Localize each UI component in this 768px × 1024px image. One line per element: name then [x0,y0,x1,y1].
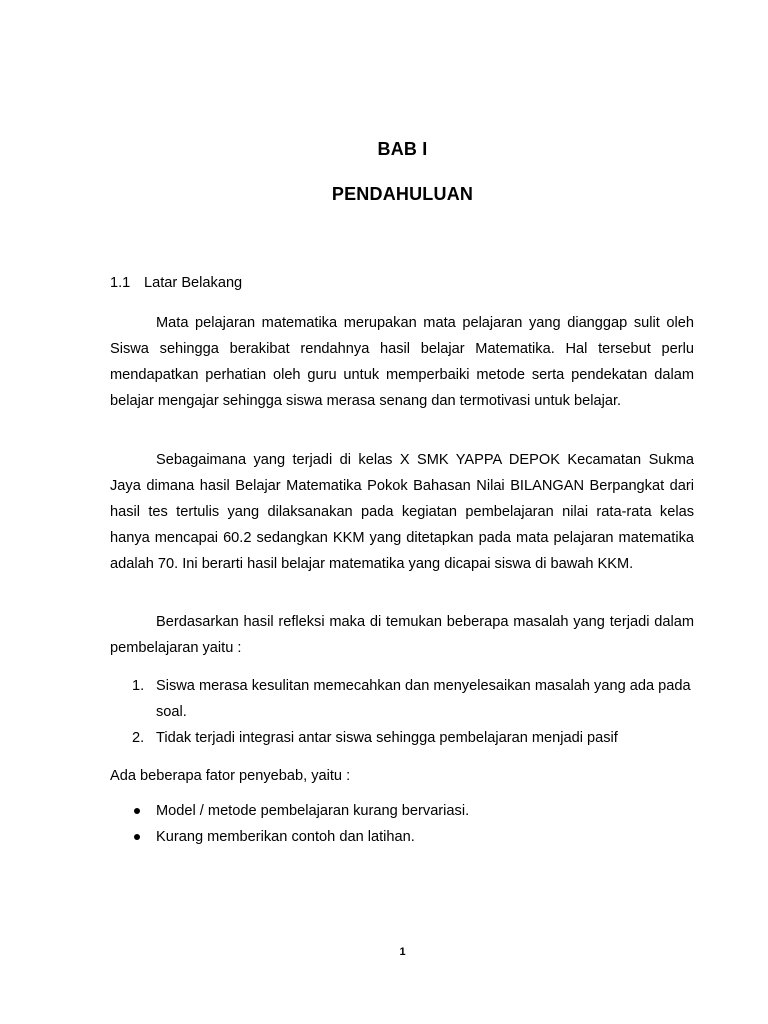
list-item [110,673,694,725]
paragraph-3: Berdasarkan hasil refleksi maka di temukan beberapa masalah yang terjadi dalam pembelajaran yaitu : [110,614,694,656]
section-number: 1.1 [110,275,131,291]
section-title: Latar Belakang [144,275,243,291]
list-number: 2. [132,730,145,746]
list-item [110,725,694,751]
section-heading [110,275,242,291]
paragraph-2: Sebagaimana yang terjadi di kelas X SMK YAPPA DEPOK Kecamatan Sukma Jaya dimana hasil Belajar Matematika Pokok Bahasan Nilai BILANGAN Berpangkat dari hasil tes tertulis yang dilaksanakan pada kegiatan pembelajaran nilai rata-rata kelas hanya mencapai 60.2 sedangkan KKM yang ditetapkan pada mata pelajaran matematika adalah 70. Ini berarti hasil belajar matematika yang dicapai siswa di bawah KKM. [110,452,694,572]
page-number: 1 [399,946,406,958]
list-item [110,798,694,824]
paragraph-1: Mata pelajaran matematika merupakan mata pelajaran yang dianggap sulit oleh Siswa sehingga berakibat rendahnya hasil belajar Matematika. Hal tersebut perlu mendapatkan perhatian oleh guru untuk memperbaiki metode serta pendekatan dalam belajar mengajar sehingga siswa merasa senang dan termotivasi untuk belajar. [110,315,694,409]
causes-list [110,798,694,850]
list-item-text: Kurang memberikan contoh dan latihan. [156,829,415,845]
problem-list [110,673,694,751]
list-number: 1. [132,678,145,694]
chapter-title: PENDAHULUAN [331,184,474,204]
list-item [110,824,694,850]
list-item-text: Model / metode pembelajaran kurang bervariasi. [156,803,470,819]
bullet-icon [134,808,140,814]
chapter-number: BAB I [377,139,428,159]
list-item-text: Siswa merasa kesulitan memecahkan dan menyelesaikan masalah yang ada pada soal. [156,678,691,720]
causes-lead: Ada beberapa fator penyebab, yaitu : [110,768,351,784]
bullet-icon [134,834,140,840]
list-item-text: Tidak terjadi integrasi antar siswa sehingga pembelajaran menjadi pasif [156,730,618,746]
